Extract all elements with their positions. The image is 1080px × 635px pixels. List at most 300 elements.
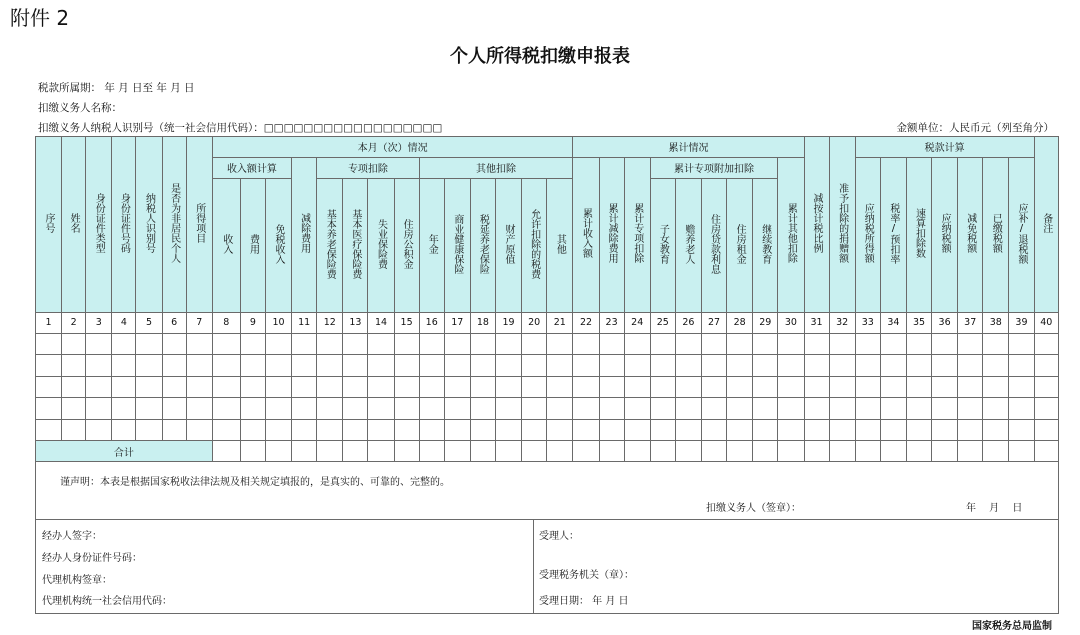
data-cell[interactable]	[292, 419, 317, 440]
column-header-label: 减除费用	[298, 213, 310, 254]
data-cell[interactable]	[547, 376, 573, 397]
tax-office-seal-field[interactable]: 受理税务机关（章）：	[539, 570, 634, 581]
total-cell[interactable]	[495, 441, 521, 462]
data-cell[interactable]	[368, 355, 394, 376]
total-cell[interactable]	[522, 441, 547, 462]
data-cell[interactable]	[240, 333, 265, 354]
column-header	[394, 178, 419, 312]
data-cell[interactable]	[855, 333, 880, 354]
column-number: 37	[958, 312, 983, 333]
data-cell[interactable]	[292, 333, 317, 354]
data-cell[interactable]	[495, 419, 521, 440]
data-cell[interactable]	[394, 398, 419, 419]
data-cell[interactable]	[343, 419, 368, 440]
data-cell[interactable]	[419, 419, 444, 440]
data-cell[interactable]	[624, 419, 650, 440]
column-number: 27	[701, 312, 726, 333]
column-number: 29	[753, 312, 778, 333]
data-cell[interactable]	[701, 355, 726, 376]
handler-signature-field[interactable]: 经办人签字：	[42, 531, 102, 542]
data-cell[interactable]	[624, 333, 650, 354]
data-cell[interactable]	[829, 419, 855, 440]
data-cell[interactable]	[112, 419, 136, 440]
data-cell[interactable]	[675, 333, 701, 354]
data-cell[interactable]	[599, 398, 624, 419]
data-cell[interactable]	[547, 355, 573, 376]
data-cell[interactable]	[292, 398, 317, 419]
data-cell[interactable]	[983, 333, 1009, 354]
column-header	[675, 178, 701, 312]
column-header-label: 备注	[1040, 212, 1052, 233]
data-cell[interactable]	[240, 419, 265, 440]
data-cell[interactable]	[112, 355, 136, 376]
data-cell[interactable]	[522, 398, 547, 419]
handler-id-field[interactable]: 经办人身份证件号码：	[42, 553, 142, 564]
data-cell[interactable]	[36, 355, 62, 376]
data-cell[interactable]	[136, 333, 162, 354]
data-cell[interactable]	[880, 398, 906, 419]
data-cell[interactable]	[212, 355, 240, 376]
receiver-field[interactable]: 受理人：	[539, 531, 579, 542]
data-cell[interactable]	[522, 376, 547, 397]
data-cell[interactable]	[753, 398, 778, 419]
data-cell[interactable]	[829, 398, 855, 419]
data-cell[interactable]	[804, 355, 829, 376]
data-cell[interactable]	[343, 355, 368, 376]
data-cell[interactable]	[1009, 333, 1034, 354]
total-cell[interactable]	[855, 441, 880, 462]
data-cell[interactable]	[522, 333, 547, 354]
data-cell[interactable]	[1009, 355, 1034, 376]
data-cell[interactable]	[701, 398, 726, 419]
column-number: 35	[906, 312, 931, 333]
data-cell[interactable]	[86, 376, 112, 397]
total-cell[interactable]	[292, 441, 317, 462]
data-cell[interactable]	[162, 355, 186, 376]
column-header	[727, 178, 753, 312]
data-cell[interactable]	[495, 355, 521, 376]
data-cell[interactable]	[906, 419, 931, 440]
data-cell[interactable]	[368, 333, 394, 354]
total-cell[interactable]	[212, 441, 240, 462]
data-cell[interactable]	[573, 355, 599, 376]
data-cell[interactable]	[906, 398, 931, 419]
data-cell[interactable]	[212, 398, 240, 419]
tax-period-field[interactable]: 税款所属期： 年 月 日至 年 月 日	[38, 82, 195, 94]
data-cell[interactable]	[1034, 398, 1058, 419]
data-cell[interactable]	[1034, 419, 1058, 440]
data-cell[interactable]	[573, 333, 599, 354]
data-cell[interactable]	[906, 333, 931, 354]
column-header	[136, 137, 162, 313]
data-cell[interactable]	[1009, 419, 1034, 440]
data-cell[interactable]	[650, 398, 675, 419]
total-cell[interactable]	[599, 441, 624, 462]
data-cell[interactable]	[932, 398, 958, 419]
total-cell[interactable]	[829, 441, 855, 462]
data-cell[interactable]	[112, 333, 136, 354]
data-cell[interactable]	[186, 376, 212, 397]
data-cell[interactable]	[599, 355, 624, 376]
data-cell[interactable]	[444, 419, 470, 440]
data-cell[interactable]	[522, 355, 547, 376]
data-cell[interactable]	[547, 398, 573, 419]
data-cell[interactable]	[62, 333, 86, 354]
data-cell[interactable]	[855, 376, 880, 397]
column-header-label: 税率/预扣率	[887, 202, 899, 264]
data-cell[interactable]	[470, 398, 495, 419]
column-number: 24	[624, 312, 650, 333]
data-cell[interactable]	[212, 333, 240, 354]
data-cell[interactable]	[136, 376, 162, 397]
column-header-label: 是否为非居民个人	[168, 182, 180, 263]
data-cell[interactable]	[701, 419, 726, 440]
data-cell[interactable]	[368, 419, 394, 440]
data-cell[interactable]	[419, 355, 444, 376]
data-cell[interactable]	[266, 355, 292, 376]
column-number: 20	[522, 312, 547, 333]
data-cell[interactable]	[62, 355, 86, 376]
total-cell[interactable]	[547, 441, 573, 462]
data-cell[interactable]	[958, 333, 983, 354]
data-cell[interactable]	[444, 355, 470, 376]
column-header	[317, 178, 343, 312]
data-cell[interactable]	[1009, 376, 1034, 397]
data-cell[interactable]	[86, 355, 112, 376]
data-cell[interactable]	[932, 376, 958, 397]
data-cell[interactable]	[136, 355, 162, 376]
data-cell[interactable]	[162, 419, 186, 440]
total-cell[interactable]	[368, 441, 394, 462]
data-cell[interactable]	[495, 376, 521, 397]
data-cell[interactable]	[624, 355, 650, 376]
data-cell[interactable]	[86, 398, 112, 419]
data-cell[interactable]	[880, 355, 906, 376]
data-cell[interactable]	[317, 355, 343, 376]
column-header-label: 失业保险费	[375, 218, 387, 269]
data-cell[interactable]	[522, 419, 547, 440]
data-cell[interactable]	[804, 419, 829, 440]
column-number: 1	[36, 312, 62, 333]
data-cell[interactable]	[470, 333, 495, 354]
column-header	[958, 157, 983, 312]
data-cell[interactable]	[36, 419, 62, 440]
data-cell[interactable]	[292, 376, 317, 397]
data-cell[interactable]	[727, 333, 753, 354]
data-cell[interactable]	[470, 376, 495, 397]
data-cell[interactable]	[394, 419, 419, 440]
data-cell[interactable]	[212, 376, 240, 397]
total-cell[interactable]	[727, 441, 753, 462]
data-cell[interactable]	[1034, 355, 1058, 376]
total-cell[interactable]	[317, 441, 343, 462]
column-header-label: 基本医疗保险费	[349, 208, 361, 279]
data-cell[interactable]	[701, 333, 726, 354]
column-header	[368, 178, 394, 312]
data-cell[interactable]	[343, 333, 368, 354]
column-number: 2	[62, 312, 86, 333]
declaration-table	[35, 136, 1059, 462]
column-header-label: 税延养老保险	[477, 213, 489, 274]
total-cell[interactable]	[419, 441, 444, 462]
group-cumulative: 累计情况	[573, 137, 804, 158]
total-cell[interactable]	[701, 441, 726, 462]
column-header-label: 赡养老人	[682, 223, 694, 264]
data-cell[interactable]	[829, 376, 855, 397]
data-cell[interactable]	[162, 333, 186, 354]
column-header	[829, 137, 855, 313]
data-cell[interactable]	[753, 333, 778, 354]
data-cell[interactable]	[855, 355, 880, 376]
data-cell[interactable]	[624, 376, 650, 397]
data-cell[interactable]	[419, 376, 444, 397]
data-cell[interactable]	[240, 398, 265, 419]
column-header-label: 免税收入	[273, 223, 285, 264]
data-cell[interactable]	[62, 376, 86, 397]
column-header-label: 允许扣除的税费	[528, 208, 540, 279]
data-cell[interactable]	[650, 419, 675, 440]
data-cell[interactable]	[829, 355, 855, 376]
column-header	[1009, 157, 1034, 312]
amount-unit-note: 金额单位：人民币元（列至角分）	[896, 122, 1054, 134]
data-cell[interactable]	[266, 376, 292, 397]
data-cell[interactable]	[495, 398, 521, 419]
data-cell[interactable]	[573, 398, 599, 419]
data-cell[interactable]	[266, 398, 292, 419]
data-cell[interactable]	[1009, 398, 1034, 419]
data-cell[interactable]	[675, 355, 701, 376]
data-cell[interactable]	[599, 333, 624, 354]
data-cell[interactable]	[932, 355, 958, 376]
data-cell[interactable]	[62, 419, 86, 440]
receipt-date-field[interactable]: 受理日期： 年 月 日	[539, 596, 629, 607]
total-cell[interactable]	[675, 441, 701, 462]
total-cell[interactable]	[624, 441, 650, 462]
data-cell[interactable]	[292, 355, 317, 376]
total-cell[interactable]	[753, 441, 778, 462]
data-cell[interactable]	[36, 376, 62, 397]
column-number: 14	[368, 312, 394, 333]
data-cell[interactable]	[599, 376, 624, 397]
data-cell[interactable]	[394, 376, 419, 397]
data-cell[interactable]	[599, 419, 624, 440]
total-cell[interactable]	[983, 441, 1009, 462]
agency-credit-code-field[interactable]: 代理机构统一社会信用代码：	[42, 596, 172, 607]
data-cell[interactable]	[1034, 333, 1058, 354]
data-cell[interactable]	[880, 376, 906, 397]
data-cell[interactable]	[675, 376, 701, 397]
data-cell[interactable]	[880, 419, 906, 440]
column-header	[36, 137, 62, 313]
total-cell[interactable]	[1009, 441, 1034, 462]
data-cell[interactable]	[906, 355, 931, 376]
data-cell[interactable]	[932, 419, 958, 440]
data-cell[interactable]	[958, 398, 983, 419]
total-cell[interactable]	[906, 441, 931, 462]
total-cell[interactable]	[650, 441, 675, 462]
total-cell[interactable]	[778, 441, 804, 462]
column-header-label: 基本养老保险费	[324, 208, 336, 279]
column-number: 22	[573, 312, 599, 333]
total-cell[interactable]	[880, 441, 906, 462]
data-cell[interactable]	[266, 419, 292, 440]
column-number: 6	[162, 312, 186, 333]
data-cell[interactable]	[470, 419, 495, 440]
data-cell[interactable]	[112, 398, 136, 419]
total-cell[interactable]	[804, 441, 829, 462]
data-cell[interactable]	[394, 333, 419, 354]
data-cell[interactable]	[36, 333, 62, 354]
total-cell[interactable]	[958, 441, 983, 462]
data-cell[interactable]	[727, 398, 753, 419]
total-cell[interactable]	[573, 441, 599, 462]
data-cell[interactable]	[804, 398, 829, 419]
column-header-label: 子女教育	[657, 223, 669, 264]
column-header-label: 速算扣除数	[913, 208, 925, 259]
data-cell[interactable]	[317, 398, 343, 419]
column-number: 9	[240, 312, 265, 333]
withholding-agent-name-field[interactable]: 扣缴义务人名称：	[38, 102, 122, 114]
data-cell[interactable]	[573, 376, 599, 397]
data-cell[interactable]	[958, 419, 983, 440]
total-cell[interactable]	[1034, 441, 1058, 462]
total-cell[interactable]	[240, 441, 265, 462]
data-cell[interactable]	[675, 398, 701, 419]
data-cell[interactable]	[701, 376, 726, 397]
data-cell[interactable]	[36, 398, 62, 419]
data-cell[interactable]	[86, 419, 112, 440]
data-cell[interactable]	[727, 376, 753, 397]
data-cell[interactable]	[317, 419, 343, 440]
data-cell[interactable]	[186, 355, 212, 376]
data-cell[interactable]	[983, 355, 1009, 376]
data-cell[interactable]	[958, 355, 983, 376]
data-cell[interactable]	[778, 398, 804, 419]
agent-seal-date[interactable]: 年 月 日	[966, 503, 1023, 514]
column-header-label: 累计其他扣除	[785, 203, 797, 264]
data-cell[interactable]	[983, 376, 1009, 397]
agent-seal-field[interactable]: 扣缴义务人（签章）：	[706, 503, 801, 514]
data-cell[interactable]	[240, 355, 265, 376]
data-cell[interactable]	[778, 419, 804, 440]
data-cell[interactable]	[932, 333, 958, 354]
data-cell[interactable]	[162, 376, 186, 397]
data-cell[interactable]	[186, 419, 212, 440]
data-cell[interactable]	[547, 333, 573, 354]
data-cell[interactable]	[650, 355, 675, 376]
data-cell[interactable]	[727, 419, 753, 440]
total-cell[interactable]	[444, 441, 470, 462]
data-cell[interactable]	[624, 398, 650, 419]
data-cell[interactable]	[266, 333, 292, 354]
data-cell[interactable]	[112, 376, 136, 397]
data-cell[interactable]	[212, 419, 240, 440]
data-cell[interactable]	[804, 333, 829, 354]
data-cell[interactable]	[419, 398, 444, 419]
column-header-label: 住房租金	[734, 223, 746, 264]
column-number: 32	[829, 312, 855, 333]
data-cell[interactable]	[86, 333, 112, 354]
data-cell[interactable]	[880, 333, 906, 354]
total-cell[interactable]	[932, 441, 958, 462]
data-cell[interactable]	[1034, 376, 1058, 397]
column-header-label: 所得项目	[193, 202, 205, 243]
column-header	[62, 137, 86, 313]
data-cell[interactable]	[444, 333, 470, 354]
data-cell[interactable]	[778, 355, 804, 376]
total-cell[interactable]	[470, 441, 495, 462]
total-cell[interactable]	[343, 441, 368, 462]
data-cell[interactable]	[983, 419, 1009, 440]
data-cell[interactable]	[778, 376, 804, 397]
column-header	[906, 157, 931, 312]
data-cell[interactable]	[317, 376, 343, 397]
data-cell[interactable]	[778, 333, 804, 354]
data-cell[interactable]	[829, 333, 855, 354]
data-cell[interactable]	[470, 355, 495, 376]
column-header	[778, 157, 804, 312]
data-cell[interactable]	[162, 398, 186, 419]
data-cell[interactable]	[855, 398, 880, 419]
data-cell[interactable]	[753, 376, 778, 397]
column-number: 36	[932, 312, 958, 333]
data-cell[interactable]	[186, 398, 212, 419]
data-cell[interactable]	[495, 333, 521, 354]
data-cell[interactable]	[650, 333, 675, 354]
agency-seal-field[interactable]: 代理机构签章：	[42, 575, 112, 586]
data-cell[interactable]	[855, 419, 880, 440]
data-cell[interactable]	[394, 355, 419, 376]
column-header-label: 纳税人识别号	[143, 192, 155, 253]
data-cell[interactable]	[727, 355, 753, 376]
data-cell[interactable]	[983, 398, 1009, 419]
data-cell[interactable]	[753, 355, 778, 376]
data-cell[interactable]	[444, 398, 470, 419]
data-cell[interactable]	[186, 333, 212, 354]
data-cell[interactable]	[675, 419, 701, 440]
data-cell[interactable]	[650, 376, 675, 397]
column-header-label: 身份证件类型	[93, 192, 105, 253]
data-cell[interactable]	[804, 376, 829, 397]
data-cell[interactable]	[240, 376, 265, 397]
data-cell[interactable]	[136, 419, 162, 440]
column-divider	[533, 519, 534, 613]
data-cell[interactable]	[368, 398, 394, 419]
withholding-agent-taxid-field[interactable]: 扣缴义务人纳税人识别号（统一社会信用代码）：□□□□□□□□□□□□□□□□□□	[38, 122, 443, 134]
data-cell[interactable]	[136, 398, 162, 419]
total-cell[interactable]	[266, 441, 292, 462]
data-cell[interactable]	[343, 398, 368, 419]
column-header	[880, 157, 906, 312]
data-cell[interactable]	[419, 333, 444, 354]
data-cell[interactable]	[547, 419, 573, 440]
data-cell[interactable]	[62, 398, 86, 419]
data-cell[interactable]	[343, 376, 368, 397]
column-header	[470, 178, 495, 312]
total-cell[interactable]	[394, 441, 419, 462]
column-number: 7	[186, 312, 212, 333]
data-cell[interactable]	[906, 376, 931, 397]
data-cell[interactable]	[958, 376, 983, 397]
column-number: 5	[136, 312, 162, 333]
data-cell[interactable]	[317, 333, 343, 354]
data-cell[interactable]	[573, 419, 599, 440]
column-number: 19	[495, 312, 521, 333]
data-cell[interactable]	[753, 419, 778, 440]
column-header-label: 住房公积金	[401, 218, 413, 269]
data-cell[interactable]	[368, 376, 394, 397]
data-cell[interactable]	[444, 376, 470, 397]
